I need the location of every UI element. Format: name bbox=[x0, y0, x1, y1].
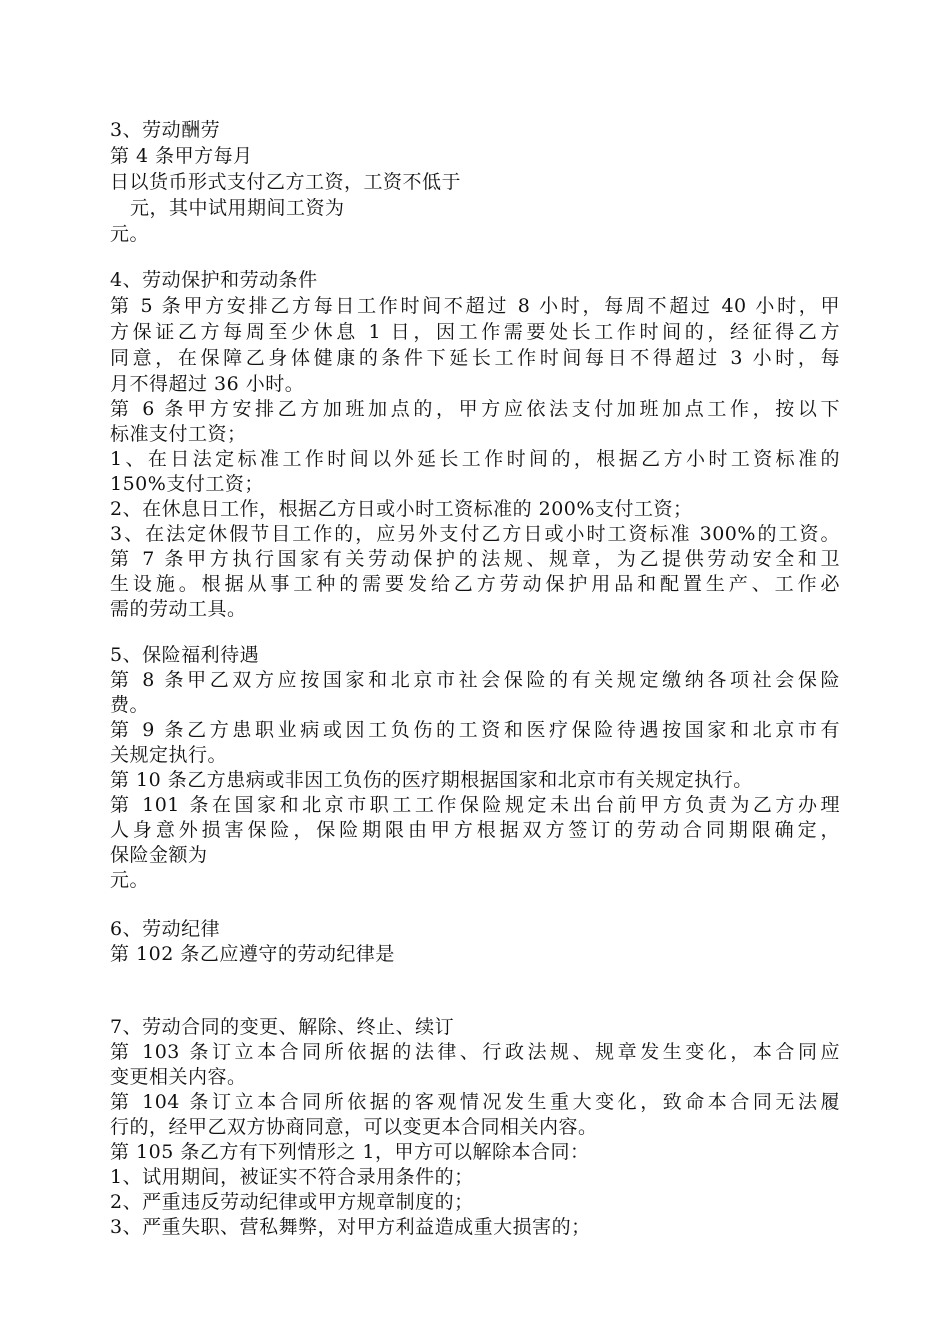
article-6-item-3: 3、在法定休假节目工作的，应另外支付乙方日或小时工资标准 300%的工资。 bbox=[110, 523, 840, 545]
section-5-heading: 5、保险福利待遇 bbox=[110, 644, 260, 666]
article-101-line-2: 人身意外损害保险，保险期限由甲方根据双方签订的劳动合同期限确定， bbox=[110, 819, 840, 841]
article-5-line-2: 方保证乙方每周至少休息 1 日，因工作需要处长工作时间的，经征得乙方 bbox=[110, 321, 840, 343]
article-7-line-3: 需的劳动工具。 bbox=[110, 598, 247, 620]
article-8-line-1: 第 8 条甲乙双方应按国家和北京市社会保险的有关规定缴纳各项社会保险 bbox=[110, 669, 840, 691]
section-4-heading: 4、劳动保护和劳动条件 bbox=[110, 269, 318, 291]
article-8-line-2: 费。 bbox=[110, 694, 150, 716]
article-7-line-2: 生设施。根据从事工种的需要发给乙方劳动保护用品和配置生产、工作必 bbox=[110, 573, 840, 595]
article-105-item-2: 2、严重违反劳动纪律或甲方规章制度的； bbox=[110, 1191, 474, 1213]
article-6-line-2: 标准支付工资； bbox=[110, 423, 247, 445]
article-5-line-1: 第 5 条甲方安排乙方每日工作时间不超过 8 小时，每周不超过 40 小时，甲 bbox=[110, 295, 840, 317]
article-105-line-1: 第 105 条乙方有下列情形之 1，甲方可以解除本合同： bbox=[110, 1141, 590, 1163]
article-4-line-1: 第 4 条甲方每月 bbox=[110, 145, 253, 167]
article-103-line-2: 变更相关内容。 bbox=[110, 1066, 247, 1088]
article-101-line-1: 第 101 条在国家和北京市职工工作保险规定未出台前甲方负责为乙方办理 bbox=[110, 794, 840, 816]
article-102: 第 102 条乙应遵守的劳动纪律是 bbox=[110, 943, 395, 965]
article-6-item-1-line-1: 1、在日法定标准工作时间以外延长工作时间的，根据乙方小时工资标准的 bbox=[110, 448, 840, 470]
section-6-heading: 6、劳动纪律 bbox=[110, 918, 221, 940]
article-101-line-4: 元。 bbox=[110, 869, 150, 891]
article-105-item-1: 1、试用期间，被证实不符合录用条件的； bbox=[110, 1166, 474, 1188]
article-10: 第 10 条乙方患病或非因工负伤的医疗期根据国家和北京市有关规定执行。 bbox=[110, 769, 753, 791]
article-6-item-2: 2、在休息日工作，根据乙方日或小时工资标准的 200%支付工资； bbox=[110, 498, 693, 520]
article-5-line-3: 同意，在保障乙身体健康的条件下延长工作时间每日不得超过 3 小时，每 bbox=[110, 347, 840, 369]
article-105-item-3: 3、严重失职、营私舞弊，对甲方利益造成重大损害的； bbox=[110, 1216, 591, 1238]
article-7-line-1: 第 7 条甲方执行国家有关劳动保护的法规、规章，为乙提供劳动安全和卫 bbox=[110, 548, 840, 570]
article-103-line-1: 第 103 条订立本合同所依据的法律、行政法规、规章发生变化，本合同应 bbox=[110, 1041, 840, 1063]
article-104-line-2: 行的，经甲乙双方协商同意，可以变更本合同相关内容。 bbox=[110, 1116, 598, 1138]
article-4-line-3: 元，其中试用期间工资为 bbox=[130, 197, 345, 219]
article-104-line-1: 第 104 条订立本合同所依据的客观情况发生重大变化，致命本合同无法履 bbox=[110, 1091, 840, 1113]
article-6-item-1-line-2: 150%支付工资； bbox=[110, 473, 264, 495]
article-6-line-1: 第 6 条甲方安排乙方加班加点的，甲方应依法支付加班加点工作，按以下 bbox=[110, 398, 840, 420]
section-7-heading: 7、劳动合同的变更、解除、终止、续订 bbox=[110, 1016, 455, 1038]
article-9-line-2: 关规定执行。 bbox=[110, 744, 228, 766]
article-101-line-3: 保险金额为 bbox=[110, 844, 208, 866]
article-4-line-2: 日以货币形式支付乙方工资，工资不低于 bbox=[110, 171, 462, 193]
article-9-line-1: 第 9 条乙方患职业病或因工负伤的工资和医疗保险待遇按国家和北京市有 bbox=[110, 719, 840, 741]
article-4-line-4: 元。 bbox=[110, 223, 150, 245]
article-5-line-4: 月不得超过 36 小时。 bbox=[110, 373, 305, 395]
section-3-heading: 3、劳动酬劳 bbox=[110, 119, 221, 141]
